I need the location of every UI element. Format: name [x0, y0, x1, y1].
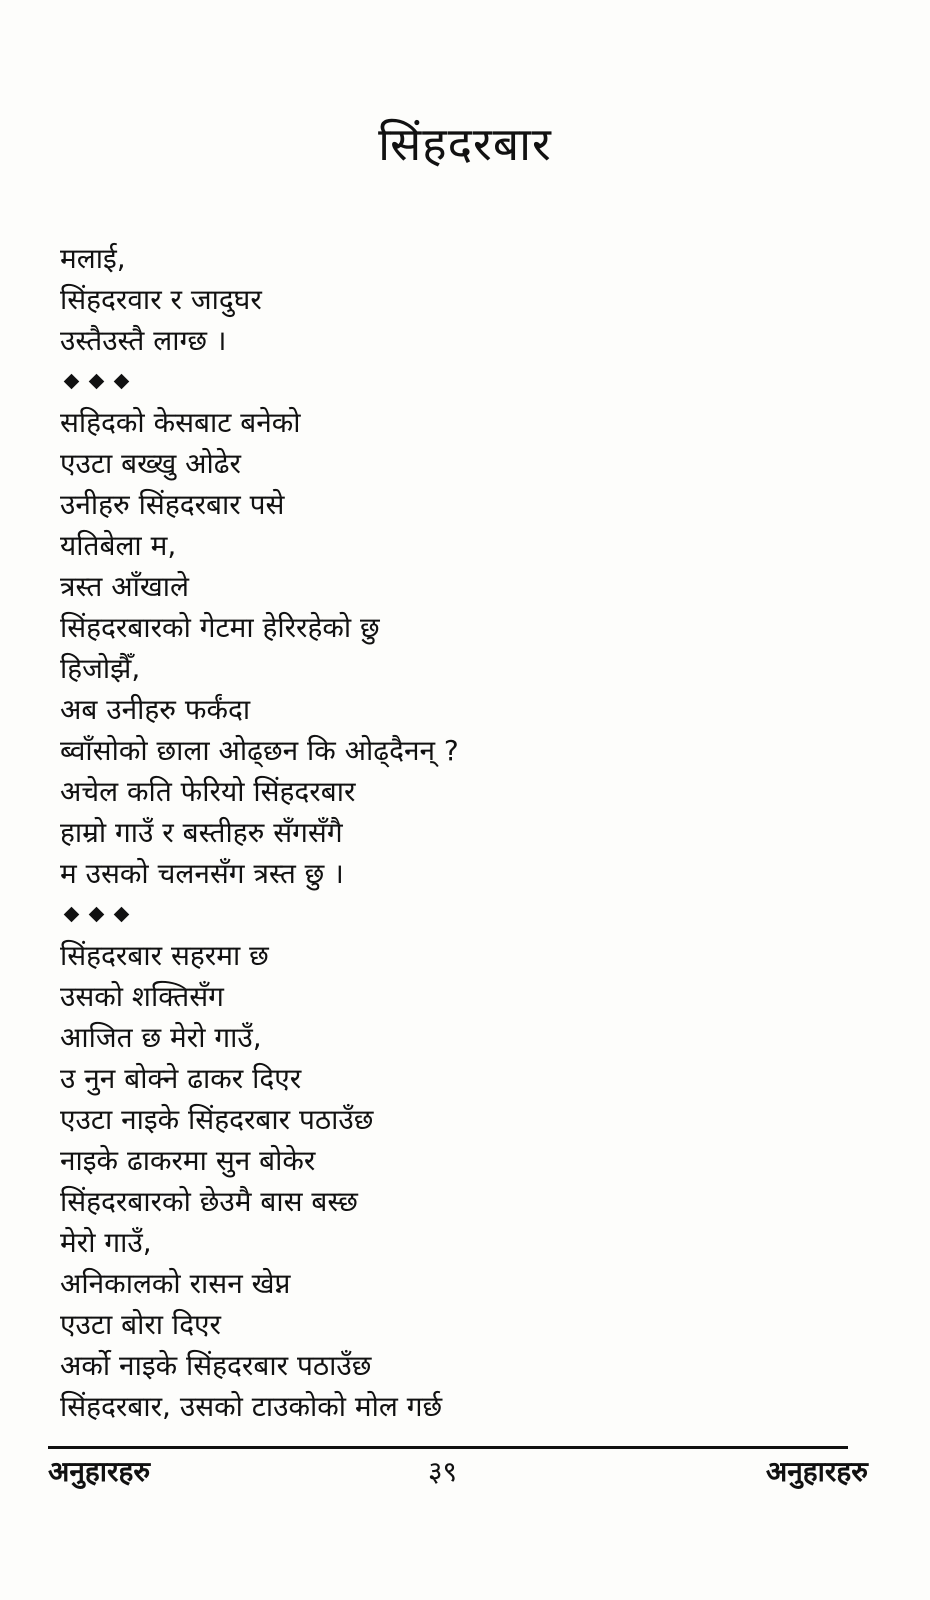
diamond-icon — [114, 907, 130, 923]
poem-line: यतिबेला म, — [60, 529, 177, 562]
poem-line: नाइके ढाकरमा सुन बोकेर — [60, 1144, 316, 1177]
poem-line: एउटा बख्खु ओढेर — [60, 447, 241, 480]
poem-line: एउटा बोरा दिएर — [60, 1308, 221, 1341]
poem-line: सिंहदरबार, उसको टाउकोको मोल गर्छ — [60, 1390, 443, 1423]
poem-line: उस्तैउस्तै लाग्छ । — [60, 324, 227, 357]
poem-line: मलाई, — [60, 242, 126, 275]
diamond-icon — [89, 374, 105, 390]
poem-line: ब्वाँसोको छाला ओढ्छन कि ओढ्दैनन् ? — [60, 734, 459, 767]
poem-line: अब उनीहरु फर्कंदा — [60, 693, 251, 726]
poem-line: सिंहदरवार र जादुघर — [60, 283, 262, 316]
page-footer — [48, 1452, 868, 1496]
poem-line: एउटा नाइके सिंहदरबार पठाउँछ — [60, 1103, 374, 1136]
diamond-icon — [64, 907, 80, 923]
footer-book-title-left: अनुहारहरु — [48, 1455, 151, 1488]
poem-body — [60, 238, 820, 1427]
poem-line: त्रस्त आँखाले — [60, 570, 189, 603]
poem-line: हाम्रो गाउँ र बस्तीहरु सँगसँगै — [60, 816, 343, 849]
poem-line: उ नुन बोक्ने ढाकर दिएर — [60, 1062, 302, 1095]
poem-line: अर्को नाइके सिंहदरबार पठाउँछ — [60, 1349, 372, 1382]
stanza-3 — [60, 935, 820, 1427]
poem-title: सिंहदरबार — [378, 117, 552, 171]
poem-line: सिंहदरबारको गेटमा हेरिरहेको छु — [60, 611, 380, 644]
poem-line: हिजोझैँ, — [60, 652, 141, 685]
stanza-separator — [60, 361, 820, 402]
poem-line: सिंहदरबार सहरमा छ — [60, 939, 269, 972]
stanza-separator — [60, 894, 820, 935]
poem-line: सिंहदरबारको छेउमै बास बस्छ — [60, 1185, 358, 1218]
poem-line: उसको शक्तिसँग — [60, 980, 224, 1013]
poem-line: अनिकालको रासन खेप्न — [60, 1267, 291, 1300]
poem-line: आजित छ मेरो गाउँ, — [60, 1021, 262, 1054]
poem-line: मेरो गाउँ, — [60, 1226, 152, 1259]
poem-line: म उसको चलनसँग त्रस्त छु । — [60, 857, 344, 890]
stanza-2 — [60, 402, 820, 894]
poem-line: अचेल कति फेरियो सिंहदरबार — [60, 775, 356, 808]
diamond-icon — [114, 374, 130, 390]
poem-line: उनीहरु सिंहदरबार पसे — [60, 488, 285, 521]
page-number: ३९ — [428, 1455, 458, 1488]
footer-rule — [48, 1446, 848, 1449]
footer-book-title-right: अनुहारहरु — [765, 1455, 868, 1488]
stanza-1 — [60, 238, 820, 361]
poem-line: सहिदको केसबाट बनेको — [60, 406, 301, 439]
diamond-icon — [64, 374, 80, 390]
diamond-icon — [89, 907, 105, 923]
